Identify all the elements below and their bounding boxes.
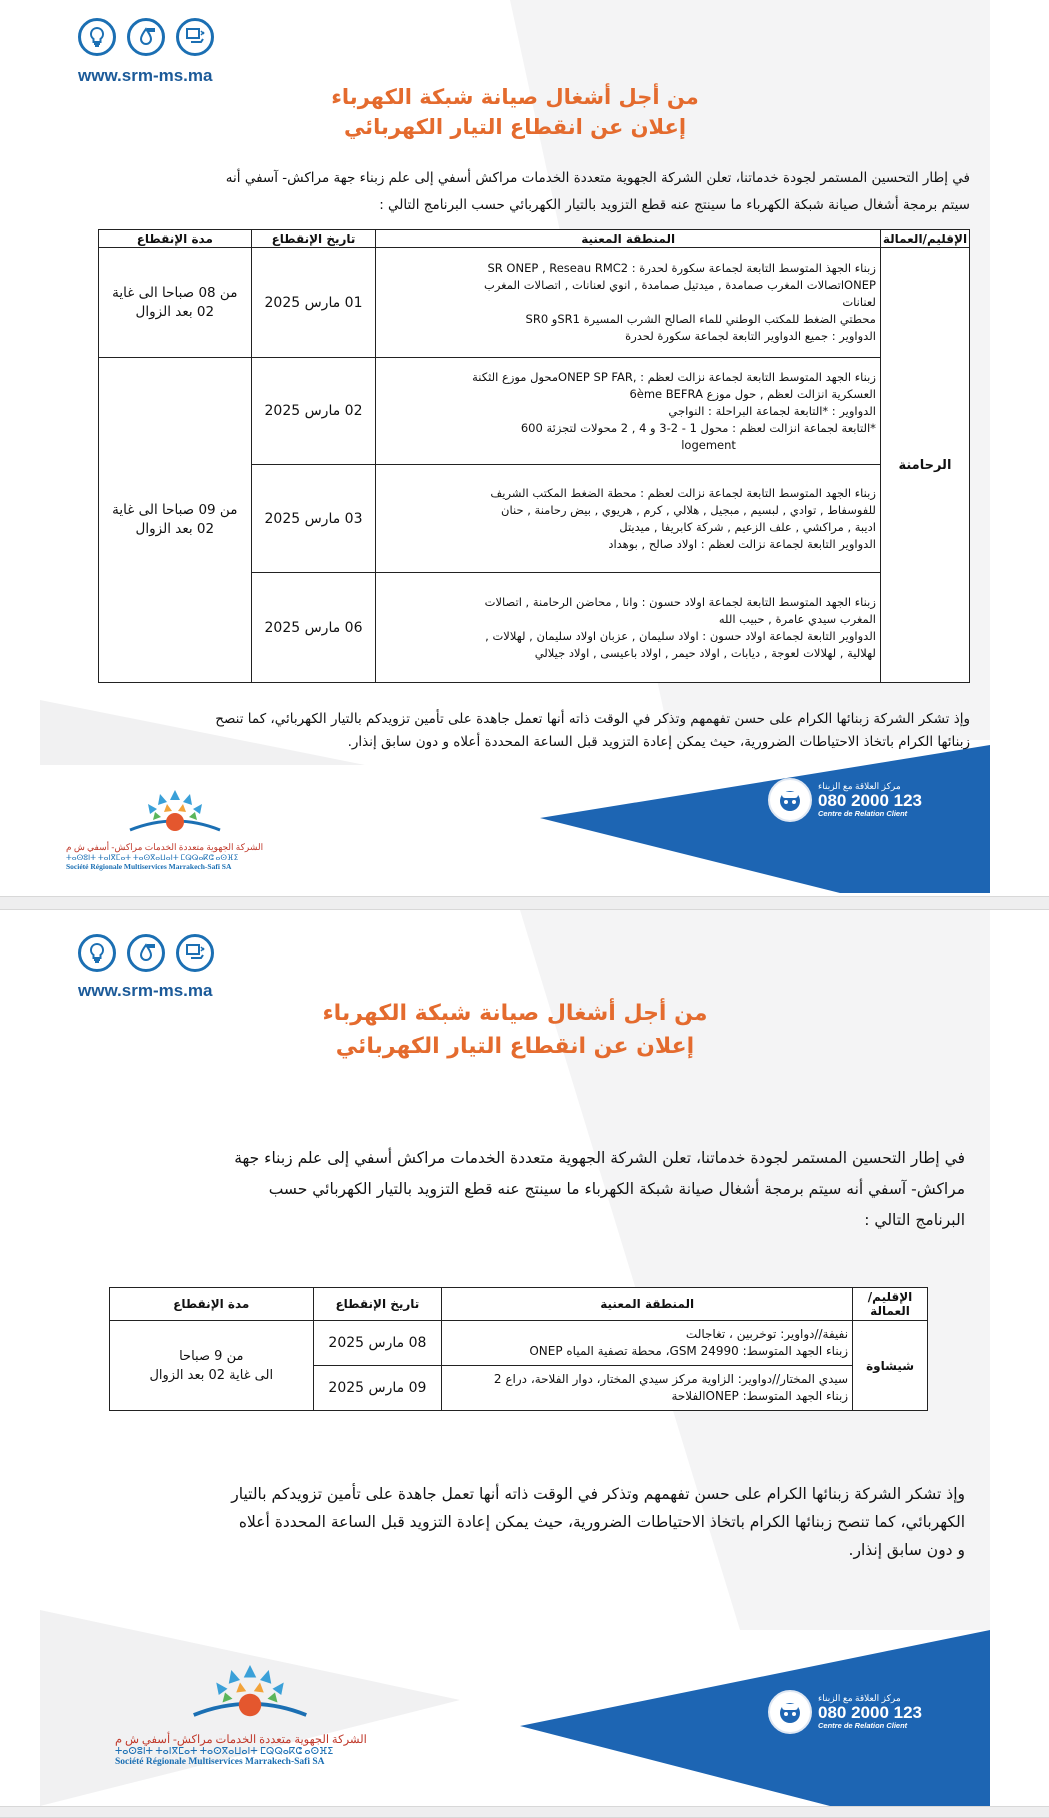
company-name-fr: Société Régionale Multiservices Marrakech-Safi SA [115,1757,325,1767]
date-cell: 03 مارس 2025 [251,465,376,573]
contact-center-label-ar: مركز العلاقة مع الزبناء [818,1693,901,1704]
contact-center-phone[interactable]: 080 2000 123 [818,790,922,810]
zone-line: المغرب سيدي عامرة , حبيب الله [718,611,876,626]
title-line-2: إعلان عن انقطاع التيار الكهربائي [335,1034,695,1059]
duration-line-1: من 9 صباحا [179,1348,244,1364]
company-name [115,1732,415,1767]
zone-line: زبناء الجهد المتوسط التابعة لجماعة اولاد حسون : وانا , محاضن الرحامنة , اتصالات [484,594,876,609]
zone-line: *التابعة لجماعة انزالت لعظم : محول 1 - 2-3 و 4 , 2 محولات لتجزئة 600 [520,420,876,435]
company-name-ar: الشركة الجهوية متعددة الخدمات مراكش- أسفي ش م [115,1734,367,1746]
closing-line-1: وإذ تشكر الشركة زبنائها الكرام على حسن تفهمهم وتذكر في الوقت ذاته أنها تعمل جاهدة على تأمين تزويدكم بالتيار [231,1485,965,1503]
duration-cell [99,248,252,358]
header-zone: المنطقة المعنية [442,1288,853,1321]
zone-cell [442,1321,853,1366]
network-hand-icon [176,934,214,972]
contact-center-label-fr: Centre de Relation Client [818,1720,908,1730]
zone-cell [376,465,881,573]
zone-line: لعنانات [842,295,876,309]
province-cell: الرحامنة [880,248,969,683]
contact-center-text [818,782,922,817]
intro-line-3: البرنامج التالي : [864,1211,965,1229]
contact-center-phone[interactable]: 080 2000 123 [818,1702,922,1722]
closing-line-2: الكهربائي، كما تنصح زبنائها الكرام باتخاذ الاحتياطات الضرورية، حيث يمكن إعادة التزويد قبل الساعة المحددة أعلاه [238,1513,965,1531]
duration-cell [110,1321,314,1411]
contact-center-label-fr: Centre de Relation Client [818,808,908,818]
intro-paragraph [95,1143,965,1236]
contact-center[interactable] [768,778,922,822]
date-cell: 06 مارس 2025 [251,573,376,683]
company-name-fr: Société Régionale Multiservices Marrakech-Safi SA [66,862,232,871]
page-divider [0,1806,1049,1818]
zone-line: زبناء الجهد المتوسط التابعة لجماعة نزالت لعظم : محطة الضغط المكتب الشريف [490,485,876,500]
intro-line-1: في إطار التحسين المستمر لجودة خدماتنا، تعلن الشركة الجهوية متعددة الخدمات مراكش أسفي إلى علم زبناء جهة [234,1149,965,1167]
intro-line-2: مراكش- آسفي أنه سيتم برمجة أشغال صيانة شبكة الكهرباء ما سينتج عنه قطع التزويد بالتيار الكهربائي حسب [268,1180,965,1198]
zone-cell [376,358,881,465]
duration-cell [99,358,252,683]
intro-line-1: في إطار التحسين المستمر لجودة خدماتنا، تعلن الشركة الجهوية متعددة الخدمات مراكش أسفي إلى علم زبناء جهة مراكش- آسفي أنه [225,170,970,186]
schedule-table [98,229,970,683]
zone-line: سيدي المختار//دواوير: الزاوية مركز سيدي المختار، دوار الفلاحة، دراع 2 [493,1372,849,1386]
province-cell: شيشاوة [853,1321,928,1411]
notice-sheet-2 [40,910,990,1806]
notice-title [40,82,990,142]
duration-line-2: 02 بعد الزوال [135,521,215,537]
water-drop-icon [127,934,165,972]
zone-cell [442,1366,853,1411]
zone-line: العسكرية انزالت لعظم , حول موزع 6ème BEFRA [629,386,876,401]
company-name-tifinagh: ⵜⴰⵙⵓⵏⵜ ⵜⴰⵏⴳⵎⴰⵜ ⵜⴰⵙⴳⴰⵡⴰⵏⵜ ⵎⵕⵕⴰⴽⵛ ⴰⵙⴼⵉ [66,853,239,862]
date-cell: 09 مارس 2025 [313,1366,442,1411]
zone-line: الدواوير التابعة لجماعة نزالت لعظم : اولاد صالح , بوهداد [608,536,876,551]
site-url[interactable]: www.srm-ms.ma [78,981,213,1000]
date-cell: 02 مارس 2025 [251,358,376,465]
date-cell: 01 مارس 2025 [251,248,376,358]
closing-line-2: زبنائها الكرام باتخاذ الاحتياطات الضرورية، حيث يمكن إعادة التزويد قبل الساعة المحددة أعلاه و دون سابق إنذار. [347,734,970,750]
zone-line: محطتي الضغط للمكتب الوطني للماء الصالح الشرب المسيرة SR1و SR0 [525,312,876,326]
closing-line-3: و دون سابق إنذار. [848,1541,965,1559]
helper-mascot-icon [768,1690,812,1734]
zone-line: زبناء الجهد المتوسط: GSM 24990، محطة تصفية المياه ONEP [529,1344,849,1358]
zone-line: لهلالية , لهلالات لعوجة , ديابات , اولاد حيمر , اولاد باعيسى , اولاد جيلالي [534,645,876,660]
zone-line: زبناء الجهد المتوسط: ONEPالفلاحة [671,1389,849,1403]
zone-line: ONEPاتصالات المغرب صمامدة , ميدتيل صمامدة , انوي لعنانات , اتصالات المغرب [484,278,876,292]
title-line-1: من أجل أشغال صيانة شبكة الكهرباء [322,1001,708,1026]
zone-line: الدواوير التابعة لجماعة اولاد حسون : اولاد سليمان , عزبان اولاد سليمان , لهلالات , [485,628,876,643]
zone-line: الدواوير : جميع الدواوير التابعة لجماعة سكورة لحدرة [625,329,876,343]
contact-center-label-ar: مركز العلاقة مع الزبناء [818,781,901,792]
closing-paragraph [95,1480,965,1564]
water-drop-icon [127,18,165,56]
zone-cell [376,573,881,683]
zone-line: زبناء الجهد المتوسط التابعة لجماعة نزالت لعظم : ,ONEP SP FARمحول موزع الثكنة [472,369,876,384]
duration-line-2: 02 بعد الزوال [135,303,215,320]
notice-sheet-1 [40,0,990,893]
header-date: تاريخ الإنقطاع [251,230,376,248]
notice-title [40,997,990,1063]
header-duration: مدة الإنقطاع [110,1288,314,1321]
schedule-table [109,1287,928,1411]
header-zone: المنطقة المعنية [376,230,881,248]
company-logo [180,1655,320,1730]
contact-center-text [818,1694,922,1729]
header-province: الإقليم/العمالة [880,230,969,248]
zone-line: الدواوير : *التابعة لجماعة البراحلة : النواجي [668,403,876,418]
zone-cell [376,248,881,358]
date-cell: 08 مارس 2025 [313,1321,442,1366]
contact-center[interactable] [768,1690,922,1734]
page-divider [0,896,1049,910]
company-logo [120,782,230,842]
service-icons [78,934,214,972]
zone-line: نفيفة//دواوير: توخربين ، تغاجالت [685,1327,849,1341]
zone-line: للفوسفاط , توادي , لبسيم , مبجيل , هلالي , كرم , هريوي , بيض رحامنة , حنان [501,502,876,517]
intro-paragraph [100,165,970,219]
header-duration: مدة الإنقطاع [99,230,252,248]
title-line-2: إعلان عن انقطاع التيار الكهربائي [343,115,687,139]
zone-line: logement [681,437,736,452]
zone-line: اديبة , مراكشي , علف الزعيم , شركة كابريفا , ميديتل [619,519,876,534]
service-icons [78,18,214,56]
intro-line-2: سيتم برمجة أشغال صيانة شبكة الكهرباء ما سينتج عنه قطع التزويد بالتيار الكهربائي حسب البرنامج التالي : [379,197,970,213]
company-name-ar: الشركة الجهوية متعددة الخدمات مراكش- أسفي ش م [66,842,264,852]
zone-line: زبناء الجهذ المتوسط التابعة لجماعة سكورة لحدرة : SR ONEP , Reseau RMC2 [487,261,876,275]
lightbulb-icon [78,18,116,56]
company-name [66,842,296,871]
duration-line-1: من 09 صباحا الى غاية [112,502,238,518]
duration-line-2: الى غاية 02 بعد الزوال [149,1367,274,1383]
header-date: تاريخ الإنقطاع [313,1288,442,1321]
lightbulb-icon [78,934,116,972]
title-line-1: من أجل أشغال صيانة شبكة الكهرباء [331,85,699,109]
header-province: الإقليم/العمالة [853,1288,928,1321]
network-hand-icon [176,18,214,56]
company-name-tifinagh: ⵜⴰⵙⵓⵏⵜ ⵜⴰⵏⴳⵎⴰⵜ ⵜⴰⵙⴳⴰⵡⴰⵏⵜ ⵎⵕⵕⴰⴽⵛ ⴰⵙⴼⵉ [115,1747,334,1757]
site-url[interactable]: www.srm-ms.ma [78,66,213,85]
closing-line-1: وإذ تشكر الشركة زبنائها الكرام على حسن تفهمهم وتذكر في الوقت ذاته أنها تعمل جاهدة على تأمين تزويدكم بالتيار الكهربائي، كما تنصح [215,711,970,727]
duration-line-1: من 08 صباحا الى غاية [112,284,238,301]
helper-mascot-icon [768,778,812,822]
